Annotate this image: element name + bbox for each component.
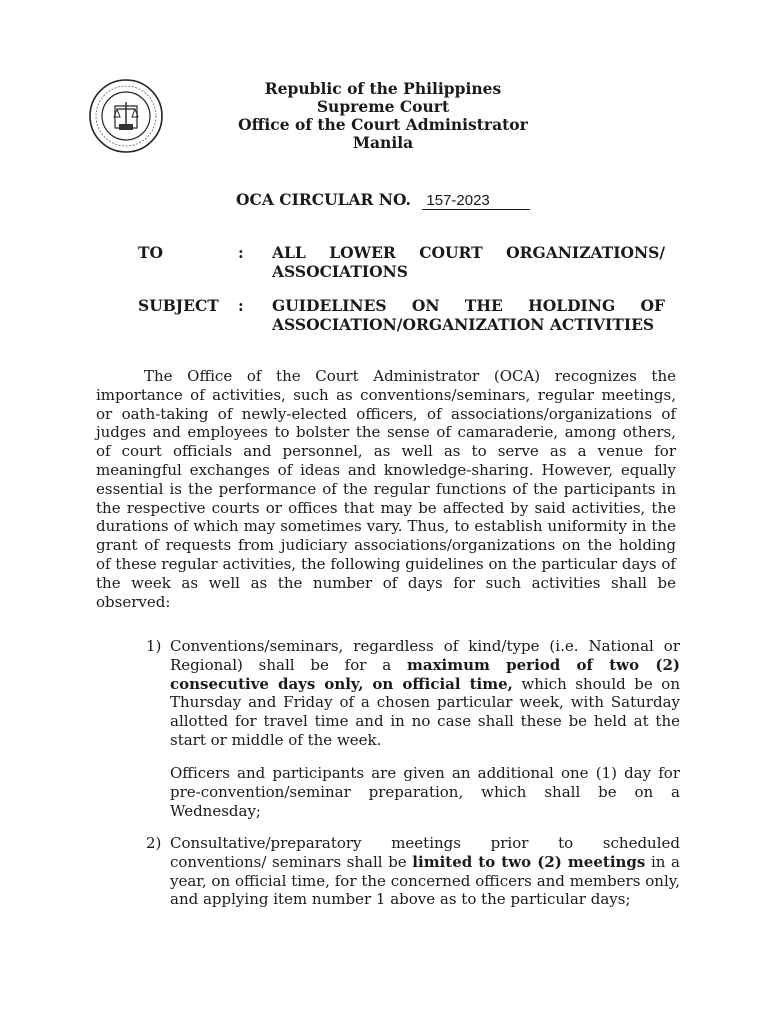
letterhead-line-city: Manila	[352, 133, 414, 152]
letterhead-line-office: Office of the Court Administrator	[238, 115, 528, 134]
circular-label: OCA CIRCULAR NO.	[236, 190, 411, 209]
item-bold-text: maximum period of two (2) consecutive days only, on official time,	[170, 655, 680, 693]
court-seal-logo	[88, 78, 164, 154]
to-value-line2: ASSOCIATIONS	[272, 262, 408, 281]
circular-number-line	[236, 190, 530, 210]
to-value-line1: ALL LOWER COURT ORGANIZATIONS/	[272, 243, 665, 262]
item-text-continued: which should be on Thursday and Friday of a chosen particular week, with Saturday allotted for travel time and in no case shall these be held at the start or middle of the week.	[170, 674, 680, 749]
guideline-item-1-note: Officers and participants are given an additional one (1) day for pre-convention/seminar preparation, which shall be on a Wednesday;	[170, 764, 680, 820]
subject-value-line1: GUIDELINES ON THE HOLDING OF	[272, 296, 665, 315]
item-text-continued: in a year, on official time, for the concerned officers and members only, and applying item number 1 above as to the particular days;	[170, 852, 680, 909]
subject-label: SUBJECT	[138, 296, 219, 315]
subject-field	[0, 296, 768, 336]
item-text: Consultative/preparatory meetings prior to scheduled conventions/ seminars shall be	[170, 834, 680, 871]
subject-value	[272, 296, 665, 334]
intro-paragraph: The Office of the Court Administrator (OCA) recognizes the importance of activities, such as conventions/seminars, regular meetings, or oath-taking of newly-elected officers, of associations/organizations of judges and employees to bolster the sense of camaraderie, among others, of court officials and personnel, as well as to serve as a venue for meaningful exchanges of ideas and knowledge-sharing. However, equally essential is the performance of the regular functions of the participants in the respective courts or offices that may be affected by said activities, the durations of which may sometimes vary. Thus, to establish uniformity in the grant of requests from judiciary associations/organizations on the holding of these regular activities, the following guidelines on the particular days of the week as well as the number of days for such activities shall be observed:	[96, 367, 676, 611]
item-text: Conventions/seminars, regardless of kind/type (i.e. National or Regional) shall be for a	[170, 637, 680, 674]
guideline-item-1	[146, 637, 680, 750]
item-number: 2)	[146, 834, 162, 852]
item-number: 1)	[146, 637, 162, 655]
item-bold-text: limited to two (2) meetings	[412, 852, 646, 871]
guideline-item-2	[146, 834, 680, 909]
to-label: TO	[138, 243, 164, 262]
subject-value-line2: ASSOCIATION/ORGANIZATION ACTIVITIES	[272, 315, 655, 334]
letterhead	[200, 80, 566, 152]
circular-number: 157-2023	[422, 192, 530, 210]
letterhead-line-court: Supreme Court	[316, 97, 450, 116]
item-body	[170, 834, 680, 909]
to-colon: :	[238, 243, 244, 262]
subject-colon: :	[238, 296, 244, 315]
to-field	[0, 243, 768, 283]
item-body	[170, 637, 680, 750]
to-value	[272, 243, 665, 281]
letterhead-line-republic: Republic of the Philippines	[264, 79, 502, 98]
